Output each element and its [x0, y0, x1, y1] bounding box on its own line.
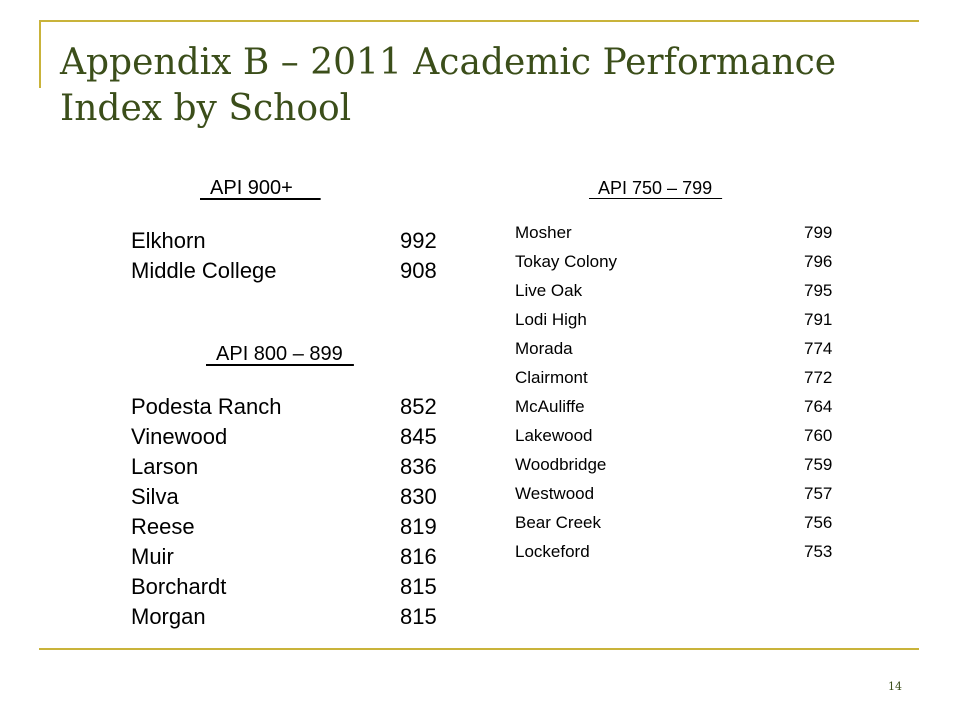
- school-row: [515, 307, 855, 336]
- school-row: [515, 220, 855, 249]
- api-score: 757: [804, 484, 833, 503]
- school-name: Larson: [131, 454, 199, 479]
- heading-api-750: API 750 – 799: [589, 178, 723, 198]
- school-row: [131, 482, 471, 512]
- school-name: Morgan: [131, 604, 206, 629]
- api-score: 795: [804, 281, 833, 300]
- school-name: Woodbridge: [515, 455, 607, 474]
- school-name: Bear Creek: [515, 513, 601, 532]
- api-score: 760: [804, 426, 833, 445]
- api-score: 816: [400, 544, 437, 569]
- school-row: [131, 226, 471, 256]
- api-score: 799: [804, 223, 833, 242]
- school-row: [131, 422, 471, 452]
- page-number: 14: [888, 680, 902, 693]
- api-score: 753: [804, 542, 833, 561]
- school-row: [515, 365, 855, 394]
- school-name: Mosher: [515, 223, 572, 242]
- school-row: [515, 481, 855, 510]
- slide-title: Appendix B – 2011 Academic Performance Index by School: [60, 42, 837, 129]
- school-row: [515, 394, 855, 423]
- api-score: 908: [400, 258, 437, 283]
- top-divider: [39, 20, 919, 22]
- school-name: Muir: [131, 544, 174, 569]
- api-score: 815: [400, 604, 437, 629]
- school-row: [131, 512, 471, 542]
- school-name: Westwood: [515, 484, 595, 503]
- api-score: 992: [400, 228, 437, 253]
- api-score: 764: [804, 397, 833, 416]
- api-score: 830: [400, 484, 437, 509]
- api-score: 756: [804, 513, 833, 532]
- bottom-divider: [39, 648, 919, 650]
- school-row: [131, 542, 471, 572]
- school-name: Vinewood: [131, 424, 228, 449]
- school-row: [515, 336, 855, 365]
- school-name: Reese: [131, 514, 195, 539]
- api-score: 836: [400, 454, 437, 479]
- school-row: [131, 392, 471, 422]
- school-name: Lockeford: [515, 542, 590, 561]
- school-row: [131, 452, 471, 482]
- api-score: 759: [804, 455, 833, 474]
- api-score: 815: [400, 574, 437, 599]
- school-name: Silva: [131, 484, 179, 509]
- school-row: [515, 423, 855, 452]
- api-score: 852: [400, 394, 437, 419]
- school-row: [515, 510, 855, 539]
- school-name: Live Oak: [515, 281, 583, 300]
- school-name: Middle College: [131, 258, 277, 283]
- school-row: [515, 539, 855, 568]
- school-name: Elkhorn: [131, 228, 206, 253]
- api-score: 772: [804, 368, 833, 387]
- table-api-750: [515, 220, 855, 568]
- school-name: Lodi High: [515, 310, 587, 329]
- left-accent-rule: [39, 20, 41, 88]
- school-name: Lakewood: [515, 426, 593, 445]
- api-score: 774: [804, 339, 833, 358]
- heading-api-800: API 800 – 899: [206, 343, 354, 365]
- school-name: McAuliffe: [515, 397, 585, 416]
- school-row: [131, 602, 471, 632]
- school-row: [515, 452, 855, 481]
- table-api-800: [131, 392, 471, 632]
- school-name: Tokay Colony: [515, 252, 618, 271]
- api-score: 791: [804, 310, 833, 329]
- api-score: 845: [400, 424, 437, 449]
- school-name: Morada: [515, 339, 573, 358]
- school-row: [131, 256, 471, 286]
- heading-api-900: API 900+: [200, 177, 321, 199]
- school-row: [515, 278, 855, 307]
- school-name: Clairmont: [515, 368, 588, 387]
- api-score: 796: [804, 252, 833, 271]
- table-api-900: [131, 226, 471, 286]
- school-name: Podesta Ranch: [131, 394, 282, 419]
- school-name: Borchardt: [131, 574, 227, 599]
- api-score: 819: [400, 514, 437, 539]
- school-row: [131, 572, 471, 602]
- school-row: [515, 249, 855, 278]
